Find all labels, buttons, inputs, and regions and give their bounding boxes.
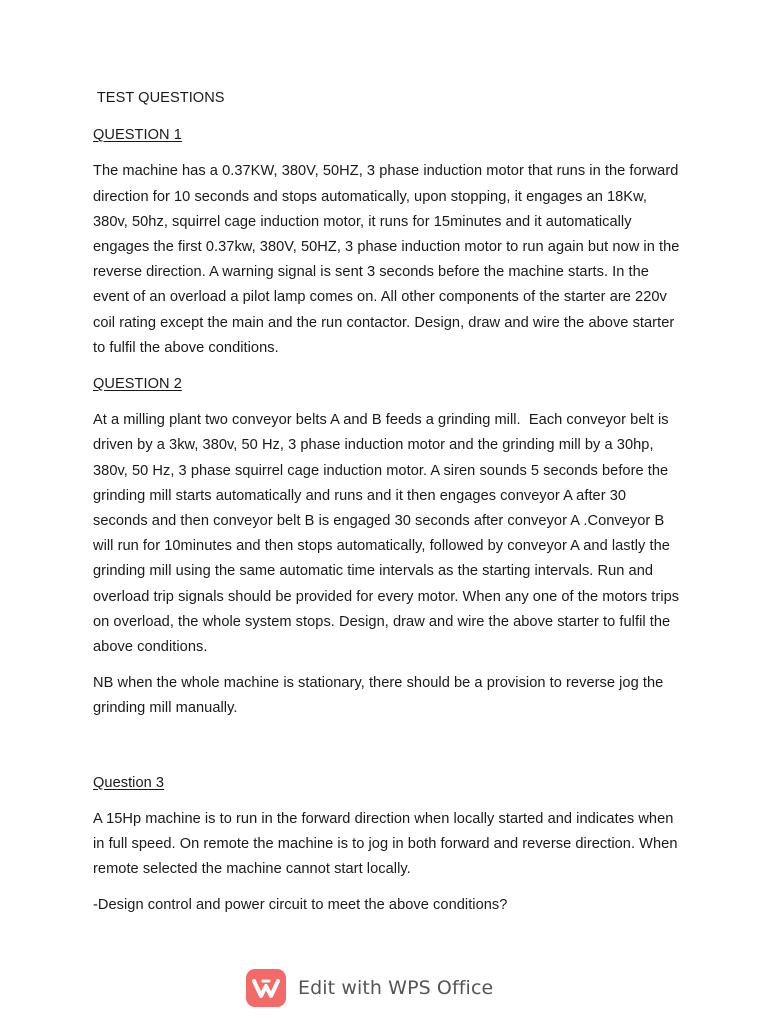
question-3-text: A 15Hp machine is to run in the forward direction when locally started and indicates when in full speed. On remote the machine is to jog in both forward and reverse direction. When remote selected the machine cannot start locally. bbox=[93, 810, 678, 878]
edit-with-wps-label: Edit with WPS Office bbox=[298, 977, 494, 999]
question-2-heading: QUESTION 2 bbox=[93, 376, 182, 393]
question-1-heading: QUESTION 1 bbox=[93, 127, 182, 144]
document-title: TEST QUESTIONS bbox=[93, 90, 225, 106]
document-body bbox=[93, 86, 683, 930]
paragraph-spacer bbox=[93, 733, 683, 771]
wps-edit-banner[interactable] bbox=[246, 968, 493, 1008]
question-3-task: -Design control and power circuit to meet the above conditions? bbox=[93, 897, 508, 914]
question-1-text: The machine has a 0.37KW, 380V, 50HZ, 3 phase induction motor that runs in the forward direction for 10 seconds and stops automatically, upon stopping, it engages an 18Kw, 380v, 50hz, squirrel cage induction motor, it runs for 15minutes and it automatically engages the first 0.37kw, 380V, 50HZ, 3 phase induction motor to run again but now in the reverse direction. A warning signal is sent 3 seconds before the machine starts. In the event of an overload a pilot lamp comes on. All other components of the starter are 220v coil rating except the main and the run contactor. Design, draw and wire the above starter to fulfil the above conditions. bbox=[93, 163, 680, 356]
wps-office-logo-icon bbox=[246, 969, 286, 1007]
question-2-note: NB when the whole machine is stationary, there should be a provision to reverse jog the grinding mill manually. bbox=[93, 675, 664, 717]
question-2-text: At a milling plant two conveyor belts A and B feeds a grinding mill. Each conveyor belt is driven by a 3kw, 380v, 50 Hz, 3 phase induction motor and the grinding mill by a 30hp, 380v, 50 Hz, 3 phase squirrel cage induction motor. A siren sounds 5 seconds before the grinding mill starts automatically and runs and it then engages conveyor A after 30 seconds and then conveyor belt B is engaged 30 seconds after conveyor A .Conveyor B will run for 10minutes and then stops automatically, followed by conveyor A and lastly the grinding mill using the same automatic time intervals as the starting intervals. Run and overload trip signals should be provided for every motor. When any one of the motors trips on overload, the whole system stops. Design, draw and wire the above starter to fulfil the above conditions. bbox=[93, 412, 684, 656]
question-3-heading: Question 3 bbox=[93, 774, 165, 791]
